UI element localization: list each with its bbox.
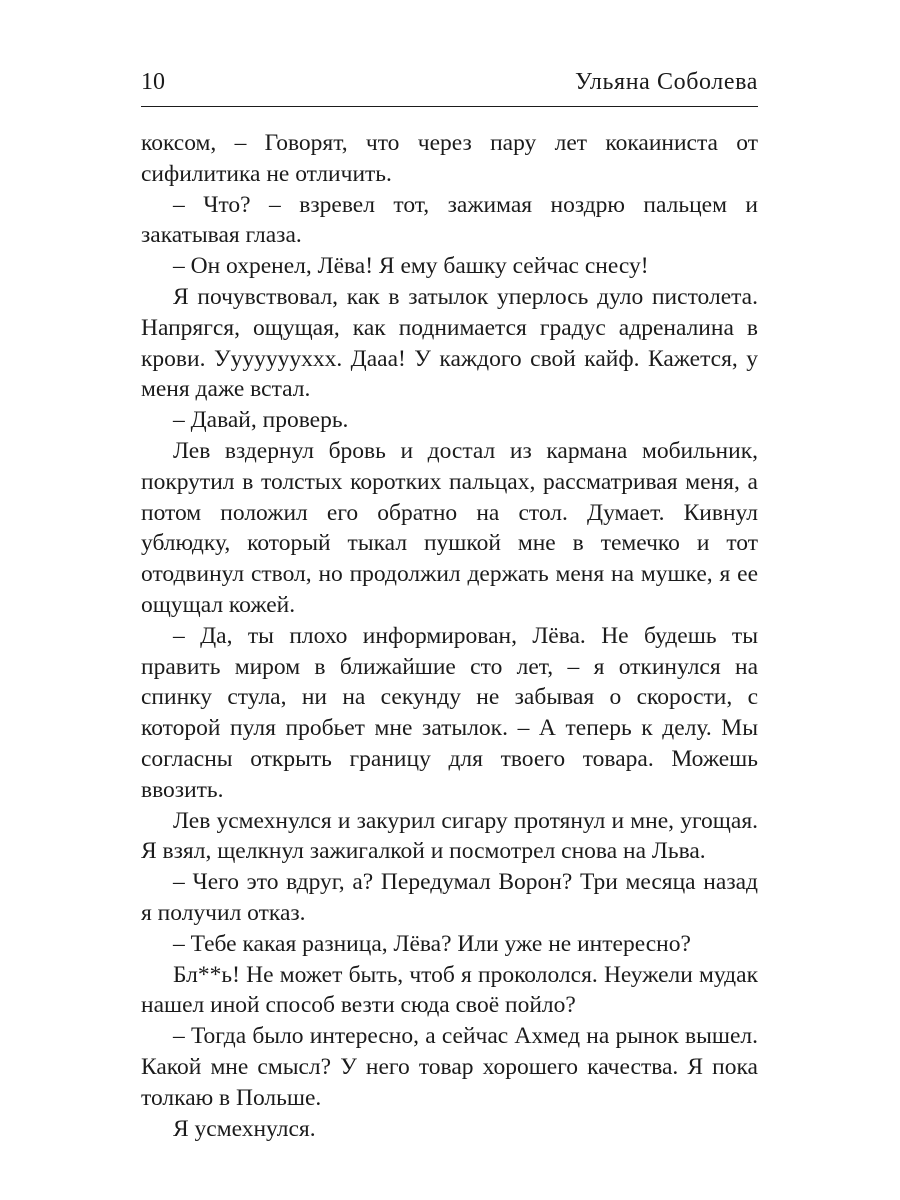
paragraph: – Тебе какая разница, Лёва? Или уже не интересно? <box>173 930 691 957</box>
paragraph: Лев усмехнулся и закурил сигару протянул и мне, угощая. Я взял, щелкнул зажигалкой и посмотрел снова на Льва. <box>141 807 758 865</box>
paragraph: – Давай, проверь. <box>173 407 349 434</box>
paragraph: Я усмехнулся. <box>173 1115 316 1142</box>
paragraph: – Что? – взревел тот, зажимая ноздрю пальцем и закатывая глаза. <box>141 191 758 249</box>
paragraph: – Чего это вдруг, а? Передумал Ворон? Три месяца назад я получил отказ. <box>141 869 758 926</box>
header-rule <box>141 106 758 107</box>
paragraph: Я почувствовал, как в затылок уперлось дуло пистолета. Напрягся, ощущая, как поднимается градус адреналина в крови. Уууууууххх. Дааа! У каждого свой кайф. Кажется, у меня даже встал. <box>141 283 758 403</box>
paragraph: – Он охренел, Лёва! Я ему башку сейчас снесу! <box>173 253 649 280</box>
running-header <box>141 66 758 98</box>
paragraph: Бл**ь! Не может быть, чтоб я прокололся. Неужели мудак нашел иной способ везти сюда своё пойло? <box>141 961 758 1019</box>
page-number: 10 <box>141 69 165 95</box>
paragraph: – Да, ты плохо информирован, Лёва. Не будешь ты править миром в ближайшие сто лет, – я откинулся на спинку стула, ни на секунду не забывая о скорости, с которой пуля пробьет мне затылок. – А теперь к делу. Мы согласны открыть границу для твоего товара. Можешь ввозить. <box>141 622 758 803</box>
body-text <box>141 128 758 1144</box>
paragraph: – Тогда было интересно, а сейчас Ахмед на рынок вышел. Какой мне смысл? У него товар хорошего качества. Я пока толкаю в Польше. <box>141 1023 758 1111</box>
author-name: Ульяна Соболева <box>575 69 758 95</box>
paragraph: Лев вздернул бровь и достал из кармана мобильник, покрутил в толстых коротких пальцах, рассматривая меня, а потом положил его обратно на стол. Думает. Кивнул ублюдку, который тыкал пушкой мне в темечко и тот отодвинул ствол, но продолжил держать меня на мушке, я ее ощущал кожей. <box>141 437 758 618</box>
paragraph: коксом, – Говорят, что через пару лет кокаиниста от сифилитика не отличить. <box>141 130 758 187</box>
